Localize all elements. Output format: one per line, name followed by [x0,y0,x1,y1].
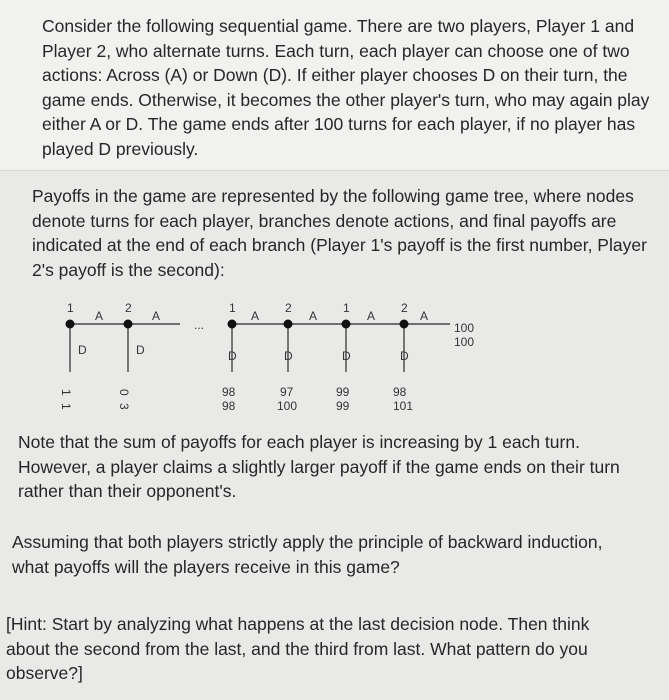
across-action-label: A [420,309,429,323]
node-player-label: 2 [401,301,408,315]
down-action-label: D [78,343,87,357]
paragraph-hint [6,612,589,686]
text-line: Player 2, who alternate turns. Each turn, each player can choose one of two [42,40,630,61]
down-action-label: D [400,349,409,363]
across-action-label: A [251,309,260,323]
decision-node [228,320,237,329]
decision-node [284,320,293,329]
text-line: Consider the following sequential game. There are two players, Player 1 and [42,16,635,36]
down-action-label: D [342,349,351,363]
text-line: played D previously. [42,138,199,159]
text-line: Payoffs in the game are represented by the following game tree, where nodes [32,186,634,206]
decision-node [66,320,75,329]
final-payoff-player1: 100 [454,321,475,335]
down-action-label: D [284,349,293,363]
payoff-player1: 98 [222,385,236,399]
decision-node [124,320,133,329]
payoff-player2: 98 [222,399,236,413]
text-line: either A or D. The game ends after 100 turns for each player, if no player has [42,114,636,134]
node-player-label: 1 [343,301,350,315]
payoff-player1: 98 [393,385,407,399]
node-player-label: 2 [285,301,292,315]
down-action-label: D [136,343,145,357]
text-line: about the second from the last, and the third from last. What pattern do you [6,638,588,659]
decision-node [342,320,351,329]
across-action-label: A [309,309,318,323]
text-line: Assuming that both players strictly apply the principle of backward induction, [12,532,603,552]
payoff-player1: 97 [280,385,294,399]
paragraph-note [18,430,620,504]
across-action-label: A [95,309,104,323]
node-player-label: 1 [67,301,74,315]
payoff-player2: 99 [336,399,350,413]
payoff-player2: 3 [117,403,131,410]
text-line: Note that the sum of payoffs for each player is increasing by 1 each turn. [18,432,580,452]
text-line: what payoffs will the players receive in this game? [12,556,400,577]
paragraph-question [12,530,602,579]
paragraph-payoff-description [32,184,647,282]
payoff-player2: 1 [59,403,73,410]
text-line: 2's payoff is the second): [32,259,225,280]
node-player-label: 1 [229,301,236,315]
ellipsis: ... [194,318,205,332]
payoff-player1: 0 [117,389,131,396]
text-line: indicated at the end of each branch (Player 1's payoff is the first number, Player [32,235,647,255]
text-line: [Hint: Start by analyzing what happens at the last decision node. Then think [6,614,590,634]
final-payoff-player2: 100 [454,335,475,349]
payoff-player1: 99 [336,385,350,399]
text-line: However, a player claims a slightly larger payoff if the game ends on their turn [18,456,620,477]
across-action-label: A [152,309,161,323]
text-line: actions: Across (A) or Down (D). If either player chooses D on their turn, the [42,65,628,85]
down-action-label: D [228,349,237,363]
payoff-player2: 100 [277,399,298,413]
payoff-player1: 1 [59,389,73,396]
paragraph-game-description [42,14,649,161]
text-line: observe?] [6,663,83,683]
text-line: rather than their opponent's. [18,481,237,501]
game-tree-diagram [0,296,669,426]
node-player-label: 2 [125,301,132,315]
across-action-label: A [367,309,376,323]
payoff-player2: 101 [393,399,414,413]
text-line: denote turns for each player, branches denote actions, and final payoffs are [32,210,617,231]
decision-node [400,320,409,329]
text-line: game ends. Otherwise, it becomes the other player's turn, who may again play [42,89,650,110]
